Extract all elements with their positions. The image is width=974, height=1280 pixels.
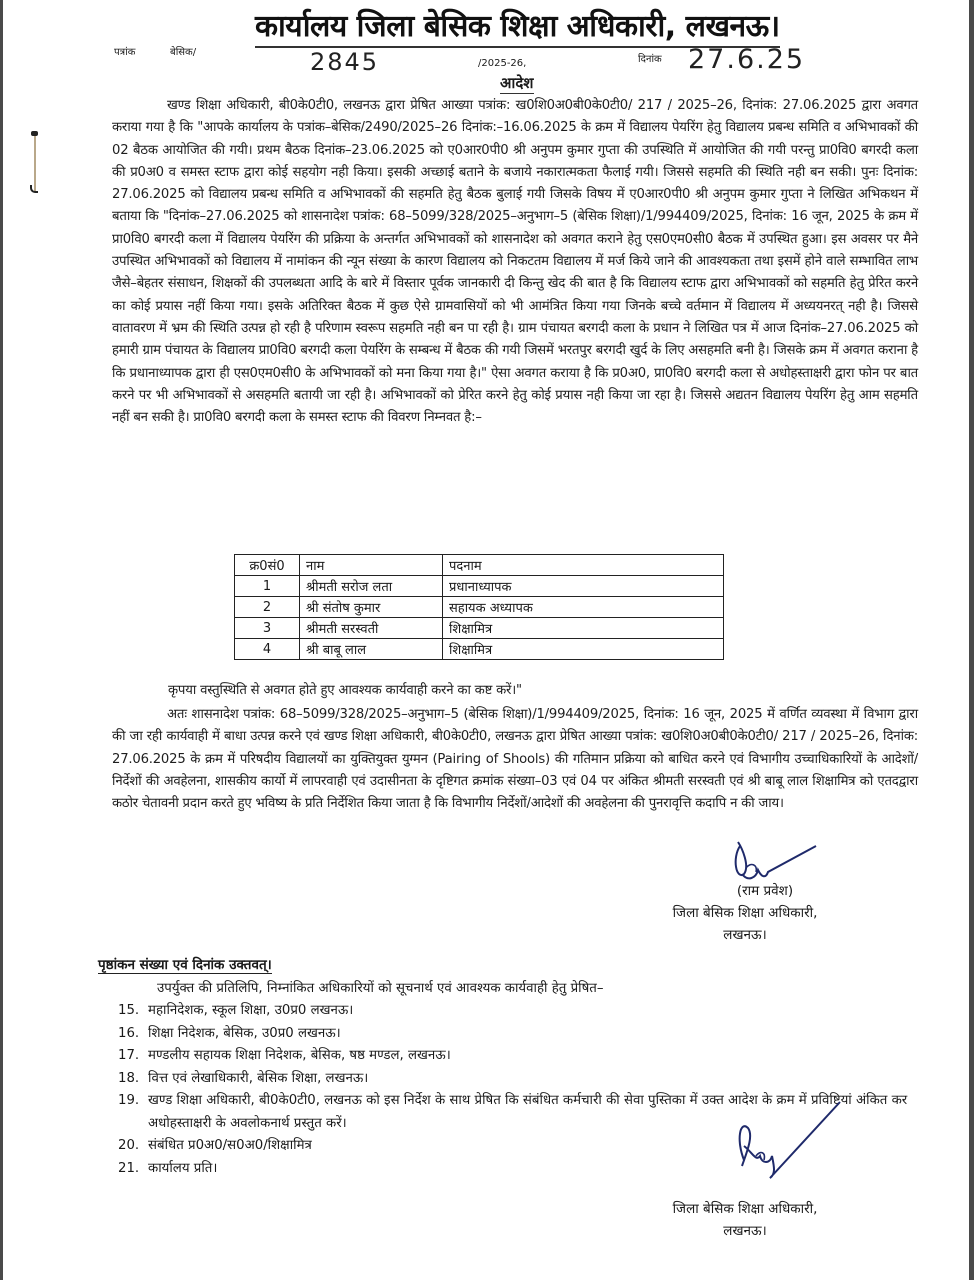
patrank-number-handwritten: 2845 bbox=[310, 48, 380, 76]
signature-2-block bbox=[655, 1198, 835, 1242]
cell-sn: 1 bbox=[235, 576, 300, 597]
item-text: मण्डलीय सहायक शिक्षा निदेशक, बेसिक, षष्ठ मण्डल, लखनऊ। bbox=[148, 1048, 451, 1063]
date-handwritten: 27.6.25 bbox=[688, 44, 806, 75]
cell-designation: सहायक अध्यापक bbox=[443, 597, 724, 618]
item-text: कार्यालय प्रति। bbox=[148, 1160, 218, 1176]
item-number: 16. bbox=[118, 1025, 140, 1041]
after-table-note: कृपया वस्तुस्थिति से अवगत होते हुए आवश्यक कार्यवाही करने का कष्ट करें।" bbox=[168, 683, 522, 698]
endorsement-intro: उपर्युक्त की प्रतिलिपि, निम्नांकित अधिकारियों को सूचनार्थ एवं आवश्यक कार्यवाही हेतु प्रेषित– bbox=[157, 981, 604, 996]
margin-punch-mark bbox=[34, 133, 36, 191]
table-row bbox=[235, 597, 724, 618]
office-title: कार्यालय जिला बेसिक शिक्षा अधिकारी, लखनऊ। bbox=[255, 4, 780, 48]
patrank-suffix: /2025-26, bbox=[478, 58, 527, 69]
cell-sn: 3 bbox=[235, 618, 300, 639]
order-heading: आदेश bbox=[500, 74, 534, 92]
cell-name: श्रीमती सरस्वती bbox=[300, 618, 443, 639]
paragraph-order: अतः शासनादेश पत्रांक: 68–5099/328/2025–अनुभाग–5 (बेसिक शिक्षा)/1/994409/2025, दिनांक: 16 जून, 2025 में वर्णित व्यवस्था में विभाग द्वारा की जा रही कार्यवाही में बाधा उत्पन्न करने एवं खण्ड शिक्षा अधिकारी, बी0के0टी0, लखनऊ द्वारा प्रेषित आख्या पत्रांक: ख0शि0अ0बी0के0टी0/ 217 / 2025–26, दिनांक: 27.06.2025 के क्रम में परिषदीय विद्यालयों का युक्तियुक्त युग्मन (Pairing of Shools) की गतिमान प्रक्रिया को बाधित करने एवं विभागीय उच्चाधिकारियों के आदेशों/निर्देशों की अवहेलना, शासकीय कार्यो में लापरवाही एवं उदासीनता के दृष्टिगत क्रमांक संख्या–03 एवं 04 पर अंकित श्रीमती सरस्वती एवं श्री बाबू लाल शिक्षामित्र को एतदद्वारा कठोर चेतावनी प्रदान करते हुए भविष्य के प्रति निर्देशित किया जाता है कि विभागीय निर्देशों/आदेशों की अवहेलना की पुनरावृत्ति कदापि न की जाय। bbox=[112, 707, 918, 812]
cell-designation: प्रधानाध्यापक bbox=[443, 576, 724, 597]
staff-table bbox=[234, 554, 724, 660]
signatory-designation: जिला बेसिक शिक्षा अधिकारी, bbox=[672, 905, 818, 921]
item-text: खण्ड शिक्षा अधिकारी, बी0के0टी0, लखनऊ को इस निर्देश के साथ प्रेषित कि संबंधित कर्मचारी की सेवा पुस्तिका में उक्त आदेश के क्रम में प्रविष्टियां अंकित कर अधोहस्ताक्षरी के अवलोकनार्थ प्रस्तुत करें। bbox=[148, 1093, 908, 1131]
endorsement-heading: पृष्ठांकन संख्या एवं दिनांक उक्तवत्। bbox=[98, 957, 272, 973]
item-text: महानिदेशक, स्कूल शिक्षा, उ0प्र0 लखनऊ। bbox=[148, 1003, 354, 1018]
list-item bbox=[118, 1045, 918, 1068]
table-row bbox=[235, 618, 724, 639]
item-number: 17. bbox=[118, 1048, 140, 1063]
signatory-place: लखनऊ। bbox=[723, 927, 767, 943]
page-border-left bbox=[0, 0, 3, 1280]
date-label: दिनांक bbox=[638, 54, 662, 65]
signature-1-block bbox=[645, 880, 845, 946]
cell-name: श्री संतोष कुमार bbox=[300, 597, 443, 618]
table-row bbox=[235, 576, 724, 597]
header-designation: पदनाम bbox=[443, 555, 724, 576]
list-item bbox=[118, 1023, 918, 1046]
cell-sn: 2 bbox=[235, 597, 300, 618]
item-text: वित्त एवं लेखाधिकारी, बेसिक शिक्षा, लखनऊ। bbox=[148, 1070, 369, 1086]
patrank-prefix: बेसिक/ bbox=[170, 47, 197, 58]
table-row bbox=[235, 639, 724, 660]
list-item bbox=[118, 1068, 918, 1091]
signature-2-scribble bbox=[730, 1100, 850, 1190]
item-text: शिक्षा निदेशक, बेसिक, उ0प्र0 लखनऊ। bbox=[148, 1025, 341, 1041]
item-number: 18. bbox=[118, 1070, 140, 1086]
cell-sn: 4 bbox=[235, 639, 300, 660]
item-number: 19. bbox=[118, 1093, 140, 1108]
cell-name: श्रीमती सरोज लता bbox=[300, 576, 443, 597]
item-number: 15. bbox=[118, 1003, 140, 1018]
signatory-name: (राम प्रवेश) bbox=[736, 883, 794, 899]
item-number: 21. bbox=[118, 1160, 140, 1176]
item-number: 20. bbox=[118, 1138, 140, 1153]
signatory-designation: जिला बेसिक शिक्षा अधिकारी, bbox=[672, 1201, 818, 1217]
page-border-right bbox=[969, 0, 974, 1280]
table-header-row bbox=[235, 555, 724, 576]
paragraph-report: खण्ड शिक्षा अधिकारी, बी0के0टी0, लखनऊ द्वारा प्रेषित आख्या पत्रांक: ख0शि0अ0बी0के0टी0/ 217 / 2025–26, दिनांक: 27.06.2025 द्वारा अवगत कराया गया है कि "आपके कार्यालय के पत्रांक–बेसिक/2490/2025–26 दिनांक:–16.06.2025 के क्रम में विद्यालय पेयरिंग हेतु विद्यालय प्रबन्ध समिति व अभिभावकों की 02 बैठक आयोजित की गयी। प्रथम बैठक दिनांक–23.06.2025 को ए0आर0पी0 श्री अनुपम कुमार गुप्ता की उपस्थिति में आयोजित की गयी परन्तु प्रा0वि0 बगरदी कला की प्र0अ0 व समस्त स्टाफ द्वारा कोई सहयोग नही किया। इसकी अच्छाई बताने के बजाये नकारात्मकता फैलाई गयी। जिससे सहमति की स्थिति नही बन सकी। पुनः दिनांक: 27.06.2025 को विद्यालय प्रबन्ध समिति व अभिभावकों की सहमति हेतु बैठक बुलाई गयी जिसके विषय में ए0आर0पी0 श्री अनुपम कुमार गुप्ता ने लिखित अभिकथन में बताया कि "दिनांक–27.06.2025 को शासनादेश पत्रांक: 68–5099/328/2025–अनुभाग–5 (बेसिक शिक्षा)/1/994409/2025, दिनांक: 16 जून, 2025 के क्रम में प्रा0वि0 बगरदी कला में विद्यालय पेयरिंग की प्रक्रिया के अन्तर्गत अभिभावकों को शासनादेश को अवगत कराने हेतु एस0एम0सी0 बैठक में उपस्थित हुआ। इस अवसर पर मैने उपस्थित अभिभावकों को विद्यालय में नामांकन की न्यून संख्या के कारण विद्यालय को निकटतम विद्यालय में मर्ज किये जाने की आवश्यकता तथा इसमें होने वाले सम्भावित लाभ जैसे–बेहतर संसाधन, शिक्षकों की उपलब्धता आदि के बारे में विस्तार पूर्वक जानकारी दी किन्तु खेद की बात है कि विद्यालय स्टाफ द्वारा अभिभावकों को सहमति हेतु प्रेरित करने का कोई प्रयास नहीं किया गया। इसके अतिरिक्त बैठक में कुछ ऐसे ग्रामवासियों को भी आमंत्रित किया गया जिनके बच्चे वर्तमान में विद्यालय में अध्ययनरत् नही है। जिससे वातावरण में भ्रम की स्थिति उत्पन्न हो रही है परिणाम स्वरूप सहमति नही बन पा रही है। ग्राम पंचायत बरगदी कला के प्रधान ने लिखित पत्र में आज दिनांक–27.06.2025 को हमारी ग्राम पंचायत के विद्यालय प्रा0वि0 बरगदी कला पेयरिंग के सम्बन्ध में बैठक की गयी जिसमें भरतपुर बरगदी खुर्द के लिए असहमति बनी है। जिसके क्रम में अवगत कराना है कि प्रधानाध्यापक द्वारा ही एस0एम0सी0 के अभिभावकों को मना किया गया है।" ऐसा अवगत कराया है कि प्र0अ0, प्रा0वि0 बरगदी कला से अधोहस्ताक्षरी द्वारा फोन पर बात करने पर भी अभिभावकों से असहमति बतायी जा रही है। अभिभावकों को प्रेरित करने हेतु कोई प्रयास नही किया जा रहा है। जिससे अद्यतन विद्यालय पेयरिंग हेतु आम सहमति नहीं बन सकी है। प्रा0वि0 बरगदी कला के समस्त स्टाफ की विवरण निम्नवत है:– bbox=[112, 98, 918, 426]
item-text: संबंधित प्र0अ0/स0अ0/शिक्षामित्र bbox=[148, 1138, 312, 1153]
header-name: नाम bbox=[300, 555, 443, 576]
header-sn: क्र0सं0 bbox=[235, 555, 300, 576]
cell-name: श्री बाबू लाल bbox=[300, 639, 443, 660]
patrank-label: पत्रांक bbox=[114, 47, 136, 58]
cell-designation: शिक्षामित्र bbox=[443, 618, 724, 639]
signatory-place: लखनऊ। bbox=[723, 1223, 767, 1239]
list-item bbox=[118, 1000, 918, 1023]
cell-designation: शिक्षामित्र bbox=[443, 639, 724, 660]
